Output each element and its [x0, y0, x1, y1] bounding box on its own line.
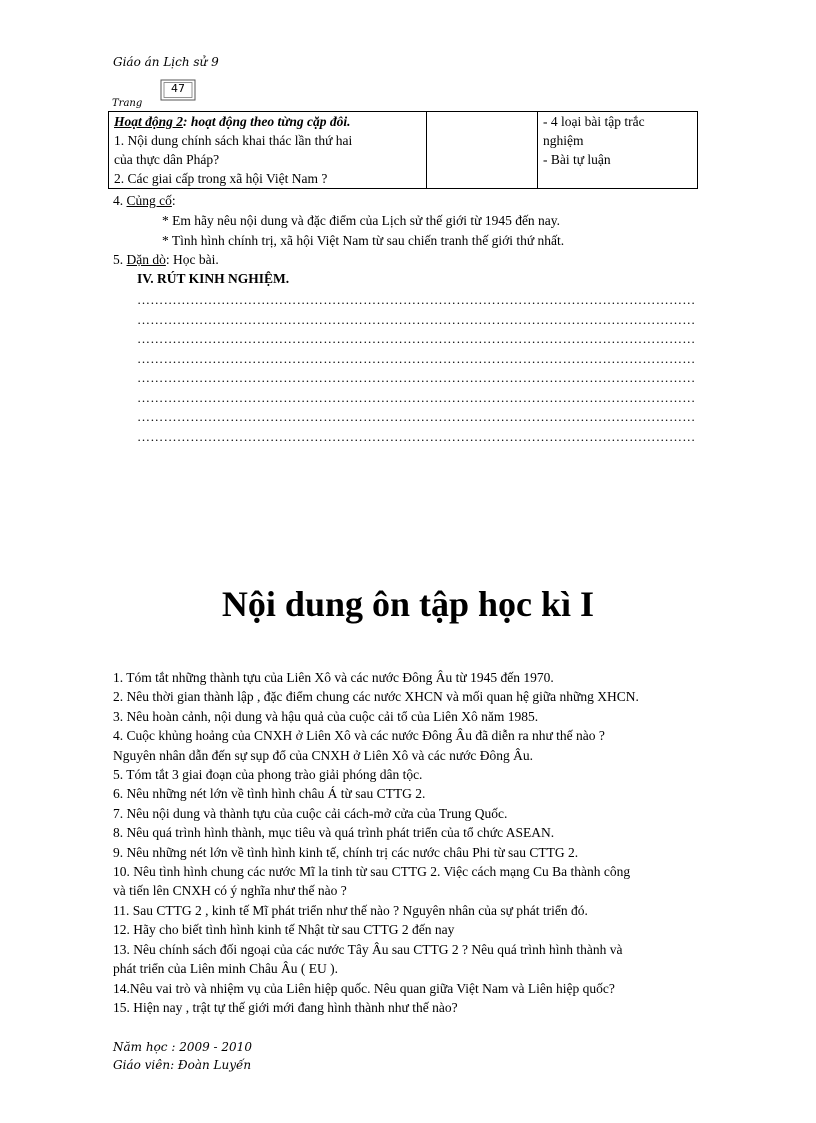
activity-questions-cell — [109, 112, 427, 189]
review-question: 2. Nêu thời gian thành lập , đặc điểm chung các nước XHCN và mối quan hệ giữa những XHCN. — [113, 689, 639, 705]
activity-heading-prefix: Hoạt động 2 — [114, 114, 184, 129]
footer-school-year: Năm học : 2009 - 2010 — [113, 1040, 252, 1054]
document-header-title: Giáo án Lịch sử 9 — [113, 55, 219, 69]
consolidate-number: 4. — [113, 193, 124, 208]
activity-question-line: 1. Nội dung chính sách khai thác lần thứ hai — [114, 133, 353, 148]
assessment-line: nghiệm — [543, 133, 584, 148]
homework-text: : Học bài. — [165, 252, 219, 267]
assessment-line: - Bài tự luận — [543, 152, 611, 167]
activity-question-line: 2. Các giai cấp trong xã hội Việt Nam ? — [114, 171, 328, 186]
review-question: 15. Hiện nay , trật tự thế giới mới đang hình thành như thế nào? — [113, 999, 458, 1015]
review-question: 9. Nêu những nét lớn về tình hình kinh tế, chính trị các nước châu Phi từ sau CTTG 2. — [113, 844, 579, 860]
review-title: Nội dung ôn tập học kì I — [221, 584, 595, 624]
dotted-line: ……………………………………………………………………………………………………………… — [137, 312, 696, 327]
review-question: 8. Nêu quá trình hình thành, mục tiêu và quá trình phát triển của tổ chức ASEAN. — [113, 825, 555, 841]
review-question: 12. Hãy cho biết tình hình kinh tế Nhật từ sau CTTG 2 đến nay — [113, 922, 455, 938]
experience-heading: IV. RÚT KINH NGHIỆM. — [137, 271, 290, 286]
review-question: 3. Nêu hoàn cảnh, nội dung và hậu quả của cuộc cải tổ của Liên Xô năm 1985. — [113, 708, 539, 724]
activity-assessment-cell — [538, 112, 698, 189]
consolidate-label: Củng cố — [126, 193, 172, 208]
review-question: phát triển của Liên minh Châu Âu ( EU ). — [113, 961, 338, 977]
review-question: 5. Tóm tắt 3 giai đoạn của phong trào giải phóng dân tộc. — [113, 767, 423, 783]
consolidate-heading — [113, 191, 176, 210]
activity-middle-cell — [427, 112, 538, 189]
dotted-line: ……………………………………………………………………………………………………………… — [137, 409, 696, 424]
page-number-badge — [160, 79, 196, 101]
review-question: 1. Tóm tắt những thành tựu của Liên Xô và các nước Đông Âu từ 1945 đến 1970. — [113, 670, 554, 685]
activity-heading-suffix: : hoạt động theo từng cặp đôi. — [183, 114, 351, 129]
dotted-line: ……………………………………………………………………………………………………………… — [137, 351, 696, 366]
review-question: 10. Nêu tình hình chung các nước Mĩ la tinh từ sau CTTG 2. Việc cách mạng Cu Ba thành công — [113, 864, 631, 880]
review-question: 13. Nêu chính sách đối ngoại của các nước Tây Âu sau CTTG 2 ? Nêu quá trình hình thành và — [113, 941, 623, 957]
homework-number: 5. — [113, 252, 124, 267]
page-number: 47 — [171, 82, 185, 95]
review-question: và tiến lên CNXH có ý nghĩa như thế nào ? — [113, 883, 347, 899]
dotted-line: ……………………………………………………………………………………………………………… — [137, 292, 696, 307]
assessment-line: - 4 loại bài tập trắc — [543, 114, 645, 129]
review-question: 6. Nêu những nét lớn về tình hình châu Á từ sau CTTG 2. — [113, 786, 426, 802]
homework-line — [113, 250, 219, 269]
activity-heading — [114, 112, 421, 131]
dotted-line: ……………………………………………………………………………………………………………… — [137, 390, 696, 405]
review-question: 14.Nêu vai trò và nhiệm vụ của Liên hiệp quốc. Nêu quan giữa Việt Nam và Liên hiệp quốc? — [113, 980, 615, 996]
dotted-line: ……………………………………………………………………………………………………………… — [137, 331, 696, 346]
dotted-line: ……………………………………………………………………………………………………………… — [137, 429, 696, 444]
review-question: 11. Sau CTTG 2 , kinh tế Mĩ phát triển như thế nào ? Nguyên nhân của sự phát triển đó. — [113, 902, 588, 918]
review-question-list — [113, 668, 743, 1017]
review-question: 7. Nêu nội dung và thành tựu của cuộc cải cách-mở cửa của Trung Quốc. — [113, 805, 508, 821]
page-label: Trang — [112, 98, 143, 109]
footer-teacher: Giáo viên: Đoàn Luyến — [113, 1058, 252, 1072]
dotted-line: ……………………………………………………………………………………………………………… — [137, 370, 696, 385]
consolidate-colon: : — [171, 193, 176, 208]
consolidate-item: * Tình hình chính trị, xã hội Việt Nam từ sau chiến tranh thế giới thứ nhất. — [162, 233, 565, 248]
review-question: Nguyên nhân dẫn đến sự sụp đổ của CNXH ở Liên Xô và các nước Đông Âu. — [113, 747, 533, 763]
activity-question-line: của thực dân Pháp? — [114, 152, 220, 167]
review-question: 4. Cuộc khủng hoảng của CNXH ở Liên Xô và các nước Đông Âu đã diễn ra như thế nào ? — [113, 728, 605, 744]
homework-label: Dặn dò — [126, 252, 166, 267]
activity-table — [108, 111, 698, 189]
consolidate-item: * Em hãy nêu nội dung và đặc điểm của Lịch sử thế giới từ 1945 đến nay. — [162, 213, 561, 228]
